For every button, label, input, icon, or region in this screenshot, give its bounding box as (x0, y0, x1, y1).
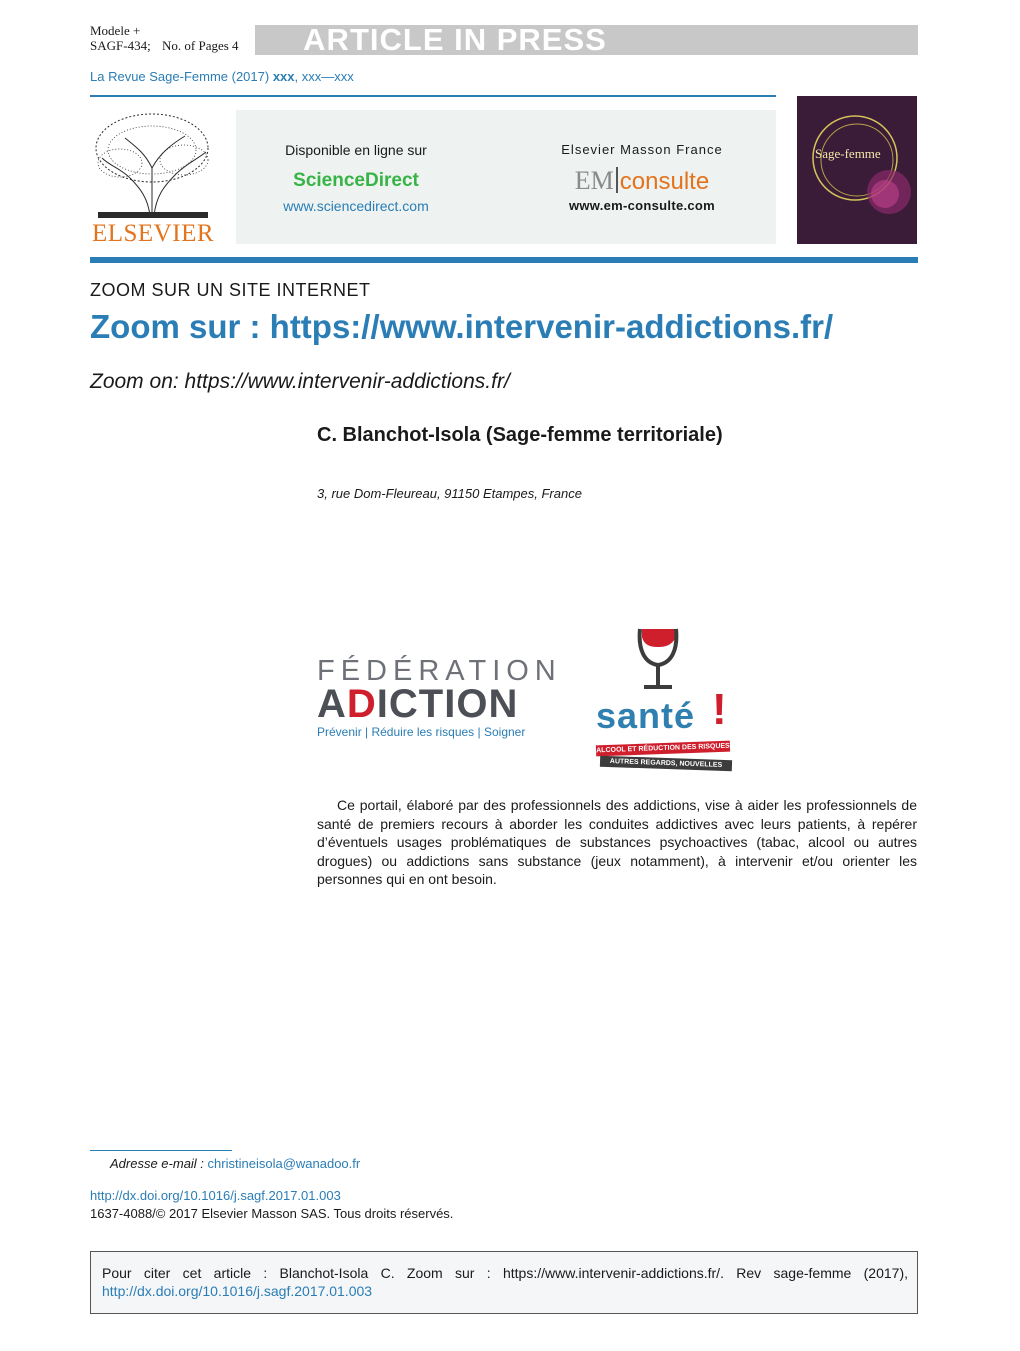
sciencedirect-link[interactable]: www.sciencedirect.com (283, 198, 429, 214)
email-footnote (110, 1156, 360, 1171)
author: C. Blanchot-Isola (Sage-femme territoriale) (317, 424, 723, 446)
author-address: 3, rue Dom-Fleureau, 91150 Etampes, France (317, 486, 582, 501)
em-logo-part1: EM (574, 166, 614, 195)
federation-rest: ICTION (376, 682, 519, 726)
email-label: Adresse e-mail : (110, 1156, 204, 1171)
journal-citation (90, 69, 354, 84)
article-title: Zoom sur : https://www.intervenir-addictions.fr/ (90, 308, 834, 345)
page-count: No. of Pages 4 (162, 38, 239, 53)
sante-logo (594, 625, 738, 779)
sante-bang: ! (712, 685, 727, 734)
top-rule (90, 95, 776, 97)
article-subtitle: Zoom on: https://www.intervenir-addictions.fr/ (90, 370, 510, 393)
footnote-rule (90, 1150, 232, 1151)
journal-name: La Revue Sage-Femme (2017) (90, 69, 270, 84)
cover-title: Sage-femme (815, 146, 881, 161)
elsevier-masson-label: Elsevier Masson France (561, 142, 723, 157)
elsevier-wordmark: ELSEVIER (91, 220, 215, 247)
sante-band-1: ALCOOL ET RÉDUCTION DES RISQUES (596, 741, 730, 757)
journal-pages: , xxx—xxx (294, 69, 354, 84)
header-rule (90, 257, 918, 263)
citation-text: Pour citer cet article : Blanchot-Isola C. Zoom sur : https://www.intervenir-addictions.fr/. Rev sage-femme (2017), (102, 1265, 908, 1281)
citation-doi-link[interactable]: http://dx.doi.org/10.1016/j.sagf.2017.01.003 (102, 1283, 373, 1299)
section-heading: ZOOM SUR UN SITE INTERNET (90, 280, 371, 300)
federation-letter-d: D (346, 682, 377, 726)
article-in-press-banner: ARTICLE IN PRESS (303, 22, 607, 57)
federation-line1: FÉDÉRATION (317, 655, 562, 687)
cover-art (797, 96, 917, 244)
em-logo-divider (616, 167, 618, 193)
emconsulte-link[interactable]: www.em-consulte.com (568, 198, 716, 213)
emconsulte-logo (526, 166, 758, 196)
journal-cover (797, 96, 917, 244)
em-logo-part2: consulte (619, 168, 710, 195)
doi-link[interactable]: http://dx.doi.org/10.1016/j.sagf.2017.01.003 (90, 1188, 341, 1203)
federation-tagline: Prévenir | Réduire les risques | Soigner (317, 725, 526, 739)
top-bar (90, 23, 918, 55)
modele-label: Modele + (90, 23, 141, 38)
sante-band-2: AUTRES REGARDS, NOUVELLES PRATIQUES (600, 756, 732, 772)
email-link[interactable]: christineisola@wanadoo.fr (207, 1156, 361, 1171)
federation-addiction-wordmark (317, 682, 518, 727)
federation-letter-a: A (317, 682, 347, 726)
sante-word: santé (596, 695, 696, 736)
body-paragraph: Ce portail, élaboré par des professionnels des addictions, vise à aider les professionnels de santé de premiers recours à aborder les conduites addictives avec leurs patients, à repérer d’éventuels usages problématiques de substances psychoactives (tabac, alcool ou autres drogues) ou addictions sans substance (jeux notamment), à intervenir et/ou orienter les personnes qui en ont besoin. (317, 797, 917, 887)
available-online-label: Disponible en ligne sur (285, 142, 427, 158)
journal-volume: xxx (272, 69, 295, 84)
article-id: SAGF-434; (90, 38, 151, 53)
copyright-line: 1637-4088/© 2017 Elsevier Masson SAS. Tous droits réservés. (90, 1206, 454, 1221)
sciencedirect-logo: ScienceDirect (293, 170, 419, 191)
